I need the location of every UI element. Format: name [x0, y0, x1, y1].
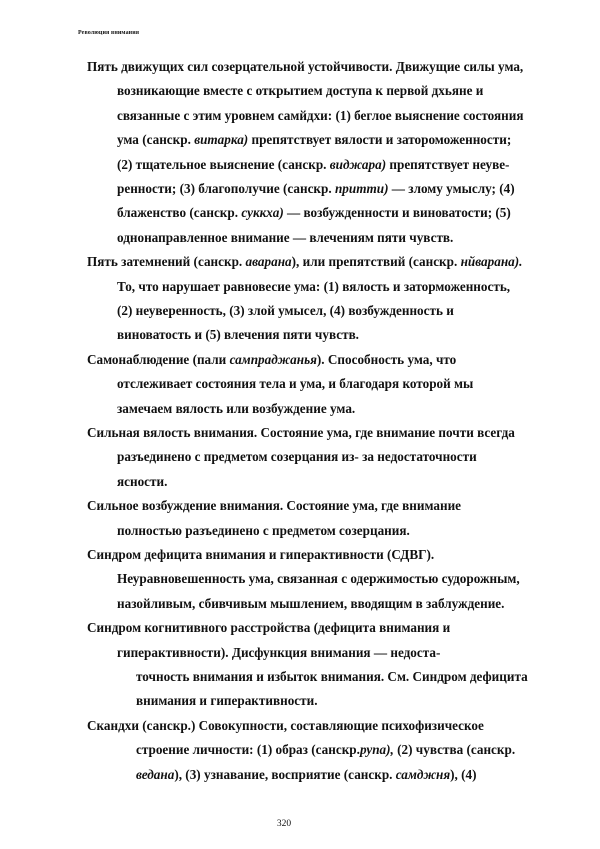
entry-text-line	[136, 693, 318, 709]
entry-term-line	[87, 547, 434, 563]
text-run: ), (3) узнавание, восприятие (санскр.	[174, 766, 396, 782]
text-run: Пять затемнений (санскр.	[87, 254, 246, 270]
text-run: полностью разъединено с предметом созерцания.	[117, 522, 410, 538]
text-run: Неуравновешенность ума, связанная с одержимостью судорожным,	[117, 571, 520, 587]
italic-term: витарка)	[194, 132, 249, 148]
entry-term-line	[87, 425, 515, 441]
text-run: препятствует вялости и затороможенности;	[248, 132, 512, 148]
italic-term: нйварана).	[460, 254, 523, 270]
text-run: однонаправленное внимание — влечениям пяти чувств.	[117, 229, 454, 245]
entry-term-line	[87, 352, 456, 368]
entry-text-line	[136, 767, 477, 783]
entry-term-line	[87, 59, 523, 75]
entry-text-line	[117, 132, 511, 148]
running-header: Революция внимания	[78, 30, 140, 36]
entry-text-line	[117, 449, 477, 465]
text-run: разъединено с предметом созерцания из- за недостаточности	[117, 449, 477, 465]
text-run: — возбужденности и виноватости; (5)	[283, 205, 511, 221]
text-run: внимания и гиперактивности.	[136, 693, 318, 709]
text-run: замечаем вялость или возбуждение ума.	[117, 400, 356, 416]
text-run: виноватость и (5) влечения пяти чувств.	[117, 327, 359, 343]
text-run: строение личности: (1) образ (санскр.	[136, 742, 360, 758]
text-run: точность внимания и избыток внимания. См. Синдром дефицита	[136, 669, 528, 684]
text-run: Сильное возбуждение внимания. Состояние ума, где внимание	[87, 498, 462, 514]
text-run: ренности; (3) благополучие (санскр.	[117, 181, 335, 196]
entry-text-line	[117, 523, 410, 539]
text-run: Синдром когнитивного расстройства (дефицита внимания и	[87, 620, 451, 636]
text-run: блаженство (санскр.	[117, 205, 242, 221]
text-run: Сильная вялость внимания. Состояние ума, где внимание почти всегда	[87, 425, 515, 440]
entry-text-line	[117, 303, 454, 319]
text-run: ), (4)	[450, 766, 477, 782]
text-run: препятствует неуве-	[386, 156, 510, 172]
entry-text-line	[117, 474, 167, 490]
text-run: Синдром дефицита внимания и гиперактивности (СДВГ).	[87, 547, 435, 562]
text-run: (2) неуверенность, (3) злой умысел, (4) возбужденность и	[117, 303, 454, 318]
entry-text-line	[117, 108, 524, 124]
text-run: (2) тщательное выяснение (санскр.	[117, 156, 330, 172]
text-run: — злому умыслу; (4)	[388, 181, 515, 196]
entry-text-line	[117, 230, 453, 246]
text-run: гиперактивности). Дисфункция внимания — недоста-	[117, 644, 441, 660]
text-run: назойливым, сбивчивым мышлением, вводящим в заблуждение.	[117, 595, 505, 611]
page-number: 320	[276, 819, 292, 829]
page-footer	[0, 819, 600, 829]
text-run: Скандхи (санскр.) Совокупности, составляющие психофизическое	[87, 717, 484, 733]
text-run: То, что нарушает равновесие ума: (1) вялость и заторможенность,	[117, 278, 511, 294]
entry-text-line	[117, 327, 359, 343]
entry-text-line	[117, 83, 483, 99]
text-run: Пять движущих сил созерцательной устойчивости. Движущие силы ума,	[87, 59, 524, 74]
entry-text-line	[117, 596, 504, 612]
italic-term: самджня	[395, 766, 451, 782]
italic-term: притти)	[334, 181, 389, 196]
entry-text-line	[117, 401, 355, 417]
entry-text-line	[136, 669, 528, 685]
italic-term: виджара)	[329, 156, 387, 172]
entry-text-line	[117, 205, 511, 221]
text-run: отслеживает состояния тела и ума, и благодаря которой мы	[117, 376, 474, 392]
italic-term: аварана	[245, 254, 292, 270]
entry-text-line	[117, 376, 473, 392]
italic-term: ведана	[136, 766, 175, 782]
entry-term-line	[87, 620, 450, 636]
entry-term-line	[87, 718, 484, 734]
entry-term-line	[87, 498, 461, 514]
entry-text-line	[117, 645, 440, 661]
text-run: связанные с этим уровнем самйдхи: (1) беглое выяснение состояния	[117, 107, 524, 123]
text-run: ума (санскр.	[117, 132, 195, 148]
text-run: возникающие вместе с открытием доступа к первой дхьяне и	[117, 83, 484, 99]
entry-text-line	[117, 181, 515, 197]
entry-text-line	[117, 571, 520, 587]
italic-term: суккха)	[241, 205, 284, 221]
text-run: (2) чувства (санскр.	[393, 742, 516, 758]
italic-term: рупа),	[359, 742, 394, 758]
entry-term-line	[87, 254, 522, 270]
entry-text-line	[117, 157, 509, 173]
entry-text-line	[117, 279, 510, 295]
entry-text-line	[136, 742, 515, 758]
text-run: ясности.	[117, 473, 168, 489]
italic-term: сампраджанья	[229, 351, 317, 367]
text-run: ), или препятствий (санскр.	[291, 254, 461, 270]
text-run: ). Способность ума, что	[316, 351, 457, 367]
text-run: Самонаблюдение (пали	[87, 351, 230, 367]
